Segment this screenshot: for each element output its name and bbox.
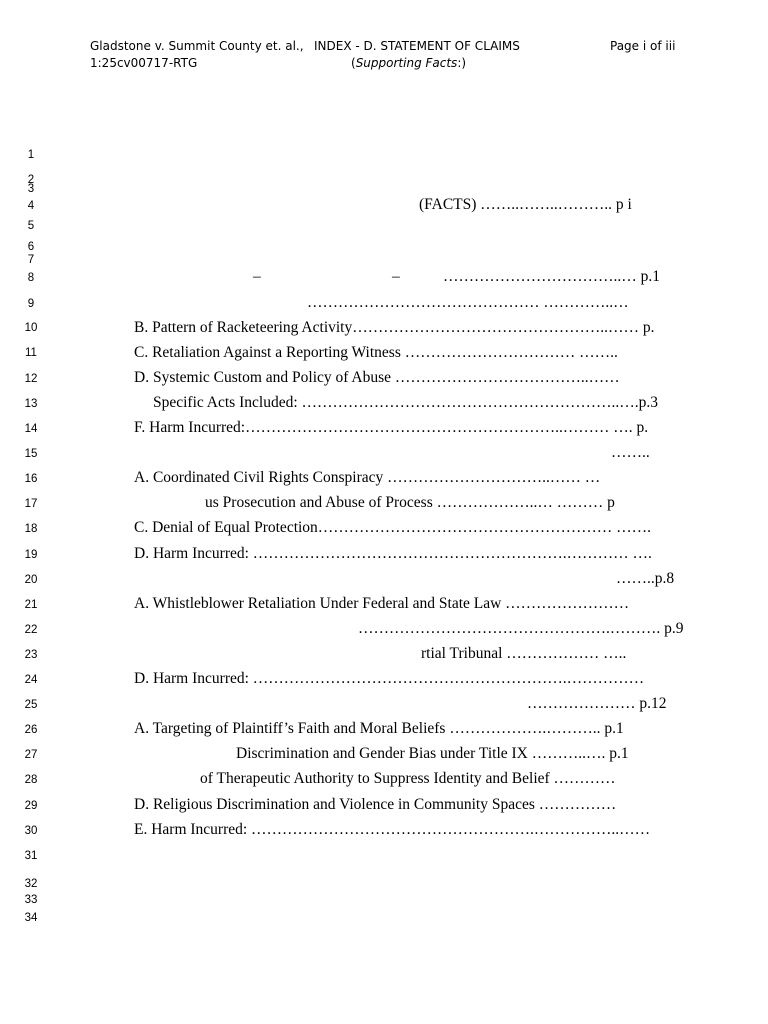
line-number: 34 [24, 912, 38, 924]
subtitle-open: ( [351, 56, 356, 70]
line-number: 9 [27, 298, 35, 310]
line-number: 5 [27, 220, 35, 232]
line-number: 12 [24, 373, 38, 385]
index-entry: C. Retaliation Against a Reporting Witness …………………………… …….. [134, 344, 618, 361]
index-entry-leader: ………………………………………….………. p.9 [358, 620, 684, 637]
line-number: 3 [27, 183, 35, 195]
index-entry-leader: ……………………………………… …………..… [307, 294, 629, 311]
line-number: 32 [24, 878, 38, 890]
index-entry-facts: (FACTS) ……..……..……….. p i [419, 196, 632, 213]
index-entry-leader: ………………… p.12 [527, 695, 667, 712]
line-number: 15 [24, 448, 38, 460]
line-number: 27 [24, 749, 38, 761]
line-number: 10 [24, 322, 38, 334]
case-name: Gladstone v. Summit County et. al., [90, 39, 304, 53]
line-number: 21 [24, 599, 38, 611]
index-entry: D. Harm Incurred: …………………………………………………….…………… [134, 670, 645, 687]
line-number: 31 [24, 850, 38, 862]
line-number: 26 [24, 724, 38, 736]
index-entry: us Prosecution and Abuse of Process ………………..… ……… p [205, 494, 615, 511]
index-entry: A. Whistleblower Retaliation Under Federal and State Law …………………… [134, 595, 630, 612]
line-number: 29 [24, 800, 38, 812]
line-number: 18 [24, 523, 38, 535]
index-entry: rtial Tribunal ……………… ….. [421, 645, 627, 662]
index-entry: Specific Acts Included: ……………………………………………………..….p.3 [153, 394, 658, 411]
line-number: 13 [24, 398, 38, 410]
line-number: 19 [24, 549, 38, 561]
line-number: 25 [24, 699, 38, 711]
index-entry-dash: – [253, 268, 261, 285]
document-subtitle [351, 55, 466, 71]
line-number: 17 [24, 498, 38, 510]
line-number: 14 [24, 423, 38, 435]
index-entry: E. Harm Incurred: ……………………………………………….……………..…… [134, 821, 651, 838]
line-number: 16 [24, 473, 38, 485]
line-number: 8 [27, 272, 35, 284]
line-number: 4 [27, 200, 35, 212]
index-entry: C. Denial of Equal Protection………………………………………………… ……. [134, 519, 652, 536]
index-entry: D. Religious Discrimination and Violence in Community Spaces …………… [134, 796, 617, 813]
index-entry-leader: …….. [611, 444, 650, 461]
index-entry: A. Coordinated Civil Rights Conspiracy …………………………..…… … [134, 469, 601, 486]
index-entry: D. Harm Incurred: …………………………………………………….………… …. [134, 545, 652, 562]
line-number: 20 [24, 574, 38, 586]
case-number: 1:25cv00717-RTG [90, 56, 198, 70]
page-indicator: Page i of iii [610, 39, 676, 53]
line-number: 1 [27, 149, 35, 161]
index-entry: of Therapeutic Authority to Suppress Identity and Belief ………… [200, 770, 616, 787]
index-entry-leader: ……..p.8 [616, 570, 675, 587]
line-number: 6 [27, 241, 35, 253]
subtitle-italic: Supporting Facts [355, 56, 458, 70]
line-number: 2 [27, 174, 35, 186]
document-title: INDEX - D. STATEMENT OF CLAIMS [314, 39, 520, 53]
subtitle-close: :) [457, 56, 467, 70]
line-number: 11 [25, 347, 37, 359]
line-number: 22 [24, 624, 38, 636]
line-number: 33 [24, 894, 38, 906]
index-entry-leader: ……………………………..… p.1 [443, 268, 660, 285]
index-entry: D. Systemic Custom and Policy of Abuse ………………………………..…… [134, 369, 620, 386]
index-entry: B. Pattern of Racketeering Activity…………………………………………..…… p. [134, 319, 655, 336]
line-number: 30 [24, 825, 38, 837]
line-number: 23 [24, 649, 38, 661]
line-number: 7 [27, 254, 35, 266]
line-number: 24 [24, 674, 38, 686]
index-entry: F. Harm Incurred:……………………………………………………..……… …. p. [134, 419, 649, 436]
index-entry-dash: – [392, 268, 400, 285]
index-entry: Discrimination and Gender Bias under Title IX ………..…. p.1 [236, 745, 629, 762]
index-entry: A. Targeting of Plaintiff’s Faith and Moral Beliefs ……………….……….. p.1 [134, 720, 624, 737]
line-number: 28 [24, 774, 38, 786]
